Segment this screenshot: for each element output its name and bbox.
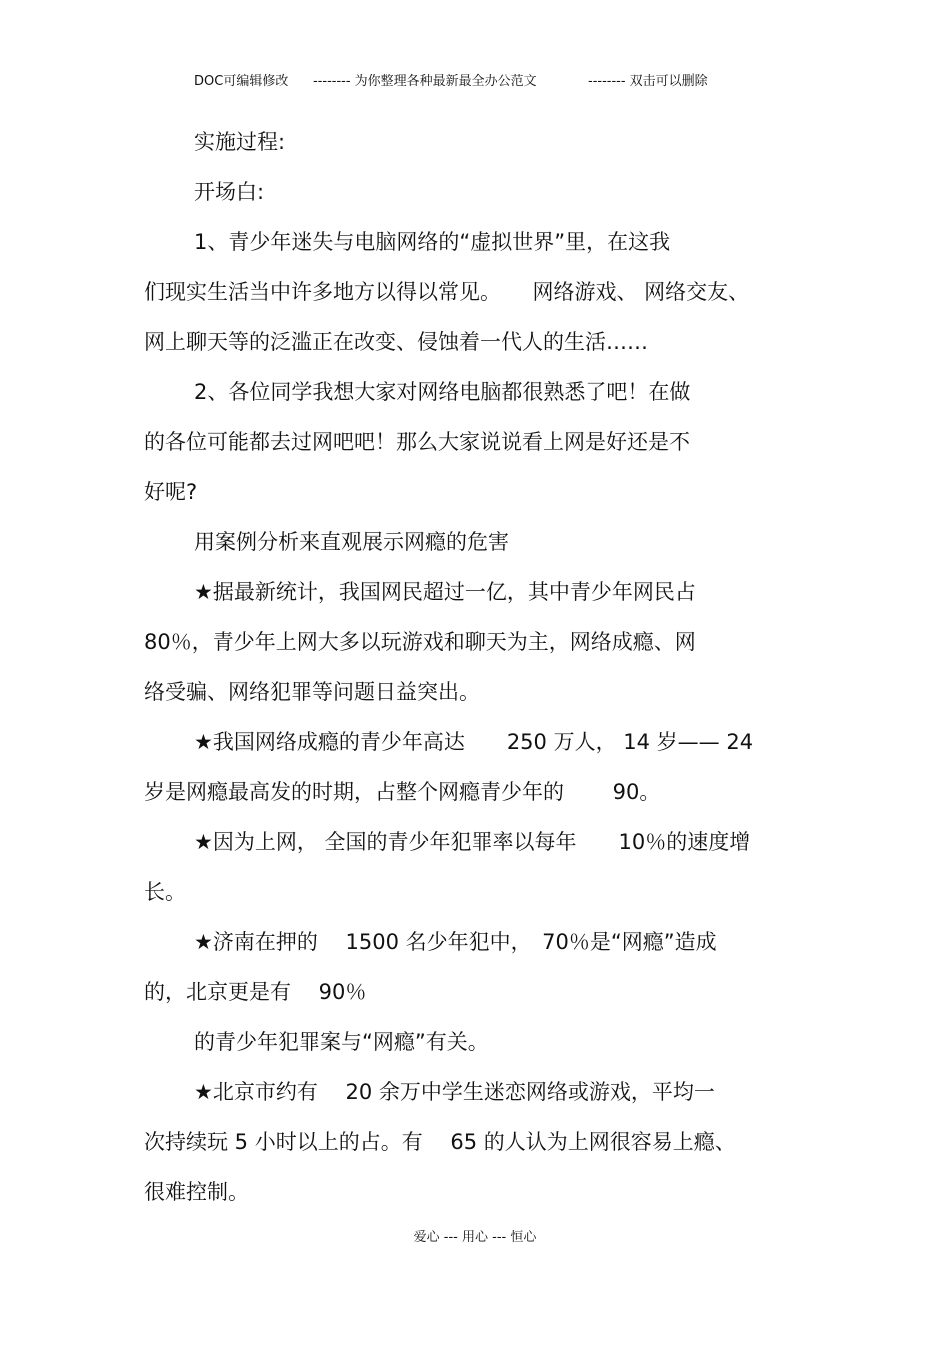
body-line: 次持续玩 5 小时以上的占。有 65 的人认为上网很容易上瘾、 bbox=[144, 1130, 736, 1154]
header-right-text: -------- 双击可以删除 bbox=[588, 74, 708, 89]
body-line: ★我国网络成瘾的青少年高达 250 万人， 14 岁—— 24 bbox=[194, 730, 754, 754]
body-line: 80％，青少年上网大多以玩游戏和聊天为主，网络成瘾、网 bbox=[144, 630, 696, 654]
page-footer: 爱心 --- 用心 --- 恒心 bbox=[413, 1230, 537, 1245]
body-line: 络受骗、网络犯罪等问题日益突出。 bbox=[144, 680, 480, 704]
body-line: 长。 bbox=[144, 880, 186, 904]
body-line: 很难控制。 bbox=[144, 1180, 249, 1204]
body-line: 开场白: bbox=[194, 180, 265, 204]
body-line: 实施过程: bbox=[194, 130, 286, 154]
body-line: 岁是网瘾最高发的时期，占整个网瘾青少年的 90。 bbox=[144, 780, 661, 804]
body-line: ★济南在押的 1500 名少年犯中， 70％是“网瘾”造成 bbox=[194, 930, 717, 954]
header-doc-label: DOC可编辑修改 bbox=[194, 74, 289, 89]
body-line: 的青少年犯罪案与“网瘾”有关。 bbox=[194, 1030, 489, 1054]
body-line: 们现实生活当中许多地方以得以常见。 网络游戏、 网络交友、 bbox=[144, 280, 750, 304]
body-line: 好呢? bbox=[144, 480, 198, 504]
body-line: 2、各位同学我想大家对网络电脑都很熟悉了吧！在做 bbox=[194, 380, 691, 404]
header-middle-text: -------- 为你整理各种最新最全办公范文 bbox=[313, 74, 537, 89]
body-line: ★北京市约有 20 余万中学生迷恋网络或游戏，平均一 bbox=[194, 1080, 715, 1104]
body-line: 1、青少年迷失与电脑网络的“虚拟世界”里，在这我 bbox=[194, 230, 671, 254]
body-line: 的各位可能都去过网吧吧！那么大家说说看上网是好还是不 bbox=[144, 430, 690, 454]
body-line: 的，北京更是有 90％ bbox=[144, 980, 367, 1004]
body-line: ★据最新统计，我国网民超过一亿，其中青少年网民占 bbox=[194, 580, 696, 604]
body-line: 网上聊天等的泛滥正在改变、侵蚀着一代人的生活…… bbox=[144, 330, 648, 354]
body-line: ★因为上网， 全国的青少年犯罪率以每年 10％的速度增 bbox=[194, 830, 751, 854]
body-line: 用案例分析来直观展示网瘾的危害 bbox=[194, 530, 509, 554]
